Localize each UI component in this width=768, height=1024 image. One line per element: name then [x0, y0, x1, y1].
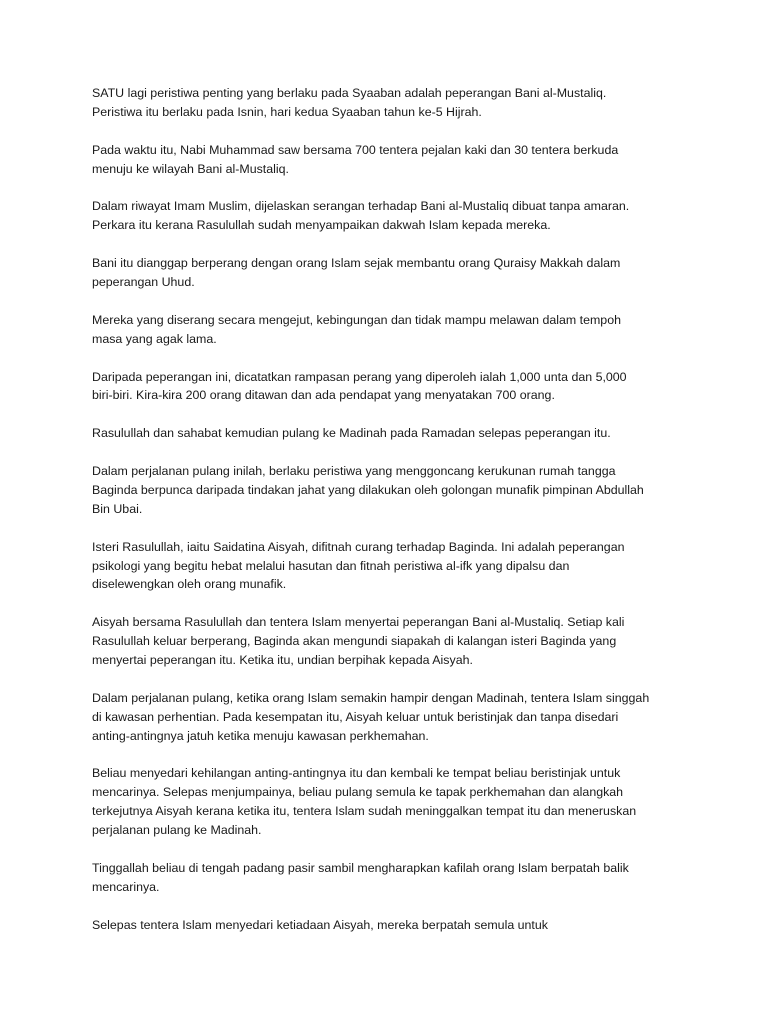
text-line: biri-biri. Kira-kira 200 orang ditawan dan ada pendapat yang menyatakan 700 orang.	[92, 388, 555, 403]
text-line: anting-antingnya jatuh ketika menuju kawasan perkhemahan.	[92, 728, 429, 743]
document-page	[92, 84, 692, 953]
paragraph	[92, 859, 692, 897]
text-line: Mereka yang diserang secara mengejut, kebingungan dan tidak mampu melawan dalam tempoh	[92, 312, 621, 327]
text-line: Bin Ubai.	[92, 501, 143, 516]
text-line: Dalam riwayat Imam Muslim, dijelaskan serangan terhadap Bani al-Mustaliq dibuat tanpa amaran.	[92, 199, 630, 214]
text-line: Dalam perjalanan pulang, ketika orang Islam semakin hampir dengan Madinah, tentera Islam singgah	[92, 690, 650, 705]
text-line: diselewengkan oleh orang munafik.	[92, 577, 287, 592]
text-line: psikologi yang begitu hebat melalui hasutan dan fitnah peristiwa al-ifk yang dipalsu dan	[92, 558, 570, 573]
text-line: menuju ke wilayah Bani al-Mustaliq.	[92, 161, 289, 176]
text-line: peperangan Uhud.	[92, 275, 195, 290]
paragraph	[92, 689, 692, 746]
paragraph	[92, 141, 692, 179]
paragraph	[92, 197, 692, 235]
paragraph	[92, 462, 692, 519]
text-line: Isteri Rasulullah, iaitu Saidatina Aisyah, difitnah curang terhadap Baginda. Ini adalah peperangan	[92, 539, 625, 554]
text-line: mencarinya. Selepas menjumpainya, beliau pulang semula ke tapak perkhemahan dan alangkah	[92, 785, 624, 800]
paragraph	[92, 368, 692, 406]
paragraph	[92, 538, 692, 595]
paragraph	[92, 311, 692, 349]
text-line: Perkara itu kerana Rasulullah sudah menyampaikan dakwah Islam kepada mereka.	[92, 218, 551, 233]
paragraph	[92, 916, 692, 935]
text-line: SATU lagi peristiwa penting yang berlaku pada Syaaban adalah peperangan Bani al-Mustaliq.	[92, 86, 607, 100]
text-line: di kawasan perhentian. Pada kesempatan itu, Aisyah keluar untuk beristinjak dan tanpa disedari	[92, 709, 619, 724]
paragraph	[92, 764, 692, 840]
text-line: Daripada peperangan ini, dicatatkan rampasan perang yang diperoleh ialah 1,000 unta dan 5,000	[92, 369, 627, 384]
text-line: Tinggallah beliau di tengah padang pasir sambil mengharapkan kafilah orang Islam berpatah balik	[92, 860, 629, 875]
paragraph	[92, 84, 692, 122]
paragraph	[92, 424, 692, 443]
text-line: Selepas tentera Islam menyedari ketiadaan Aisyah, mereka berpatah semula untuk	[92, 917, 548, 932]
text-line: Baginda berpunca daripada tindakan jahat yang dilakukan oleh golongan munafik pimpinan Abdullah	[92, 482, 644, 497]
text-line: mencarinya.	[92, 879, 160, 894]
text-line: perjalanan pulang ke Madinah.	[92, 823, 262, 838]
text-line: Pada waktu itu, Nabi Muhammad saw bersama 700 tentera pejalan kaki dan 30 tentera berkuda	[92, 142, 619, 157]
text-line: Aisyah bersama Rasulullah dan tentera Islam menyertai peperangan Bani al-Mustaliq. Setiap kali	[92, 615, 625, 630]
text-line: Rasulullah dan sahabat kemudian pulang ke Madinah pada Ramadan selepas peperangan itu.	[92, 426, 611, 441]
text-line: Beliau menyedari kehilangan anting-antingnya itu dan kembali ke tempat beliau beristinjak untuk	[92, 766, 621, 781]
text-line: terkejutnya Aisyah kerana ketika itu, tentera Islam sudah meninggalkan tempat itu dan meneruskan	[92, 804, 637, 819]
paragraph	[92, 254, 692, 292]
text-line: Bani itu dianggap berperang dengan orang Islam sejak membantu orang Quraisy Makkah dalam	[92, 256, 621, 271]
text-line: Dalam perjalanan pulang inilah, berlaku peristiwa yang menggoncang kerukunan rumah tangga	[92, 464, 616, 479]
text-line: masa yang agak lama.	[92, 331, 217, 346]
paragraph	[92, 613, 692, 670]
text-line: Peristiwa itu berlaku pada Isnin, hari kedua Syaaban tahun ke-5 Hijrah.	[92, 104, 482, 119]
text-line: menyertai peperangan itu. Ketika itu, undian berpihak kepada Aisyah.	[92, 653, 473, 668]
text-line: Rasulullah keluar berperang, Baginda akan mengundi siapakah di kalangan isteri Baginda yang	[92, 634, 617, 649]
